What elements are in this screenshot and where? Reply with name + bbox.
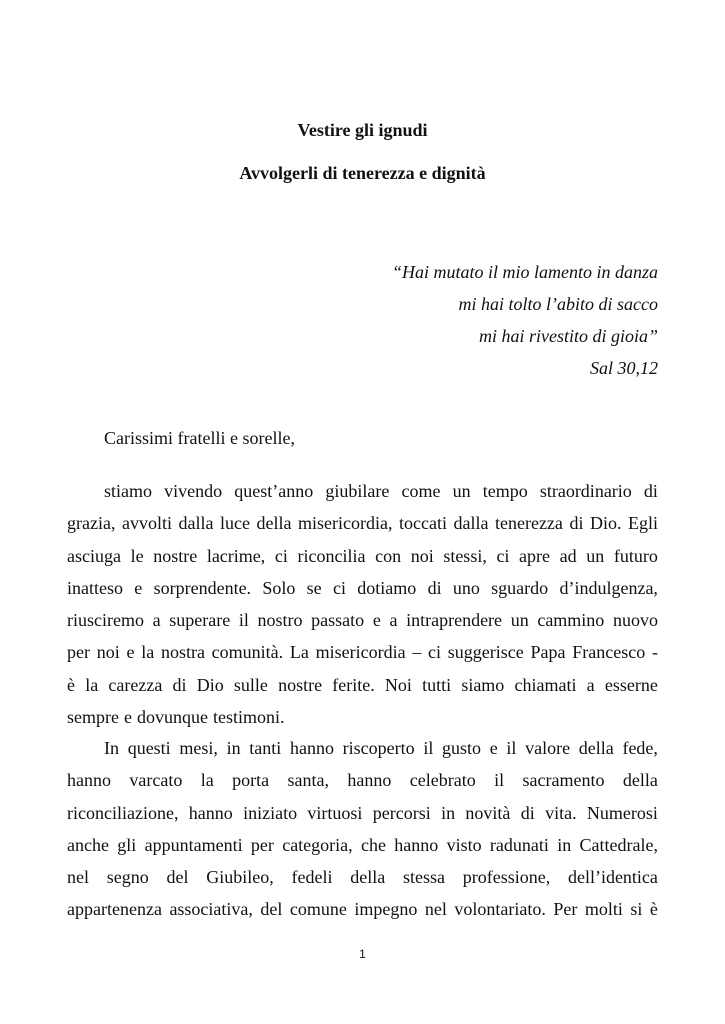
word: cammino xyxy=(537,610,605,631)
text-line xyxy=(67,507,658,539)
word: le xyxy=(130,545,144,566)
epigraph xyxy=(392,256,658,384)
word: passato xyxy=(311,610,365,631)
word: virtuosi xyxy=(307,802,363,823)
word: Numerosi xyxy=(586,802,658,823)
word: ci xyxy=(496,545,510,566)
text-line xyxy=(67,540,658,572)
word: il xyxy=(238,610,249,631)
word: iniziato xyxy=(243,802,298,823)
word: inatteso xyxy=(67,577,123,598)
word: valore xyxy=(525,738,571,758)
word: comunità. xyxy=(211,642,284,663)
text-line xyxy=(67,893,658,925)
word: volontariato. xyxy=(454,899,546,920)
word: a xyxy=(389,610,398,631)
word: hanno xyxy=(394,834,439,855)
word: stiamo xyxy=(104,481,152,501)
text-line xyxy=(67,732,658,764)
word: il xyxy=(423,738,434,758)
word: Egli xyxy=(627,513,658,534)
word: grazia, xyxy=(67,513,116,534)
word: nostre xyxy=(278,674,323,695)
word: segno xyxy=(106,867,149,888)
word: sorprendente. xyxy=(153,577,252,598)
word: testimoni. xyxy=(212,707,285,728)
word: percorsi xyxy=(372,802,431,823)
word: nuovo xyxy=(612,610,658,631)
word: dell’identica xyxy=(567,867,658,888)
word: suggerisce xyxy=(447,642,524,663)
text-line xyxy=(67,829,658,861)
word: un xyxy=(586,545,605,566)
word: dalla xyxy=(178,513,214,534)
word: tanti xyxy=(249,738,282,758)
epigraph-line: “Hai mutato il mio lamento in danza xyxy=(391,262,658,282)
word: appuntamenti xyxy=(144,834,243,855)
word: chiamati xyxy=(514,674,577,695)
word: mesi, xyxy=(179,738,218,758)
word: vita. xyxy=(545,802,577,823)
word: hanno xyxy=(347,770,392,791)
word: riusciremo xyxy=(67,610,144,631)
word: la xyxy=(85,674,99,695)
word: noi xyxy=(96,642,120,663)
word: riconcilia xyxy=(297,545,366,566)
word: uno xyxy=(452,577,480,598)
word: misericordia xyxy=(315,642,406,663)
word: è xyxy=(649,899,658,920)
word: fede, xyxy=(622,738,658,758)
word: riconciliazione, xyxy=(67,802,179,823)
word: nostre xyxy=(153,545,198,566)
text-line xyxy=(67,475,658,507)
word: tutti xyxy=(422,674,452,695)
word: hanno xyxy=(67,770,111,791)
word: in xyxy=(441,802,456,823)
word: futuro xyxy=(613,545,658,566)
word: di xyxy=(172,674,187,695)
word: stessi, xyxy=(443,545,487,566)
word: comune xyxy=(289,899,347,920)
word: celebrato xyxy=(409,770,476,791)
word: e xyxy=(372,610,381,631)
word: Cattedrale, xyxy=(579,834,658,855)
word: ad xyxy=(559,545,577,566)
word: per xyxy=(250,834,274,855)
word: apre xyxy=(519,545,551,566)
text-line xyxy=(67,701,658,733)
word: e xyxy=(123,707,132,728)
word: radunati xyxy=(489,834,549,855)
word: di xyxy=(520,802,535,823)
word: ci xyxy=(332,577,346,598)
word: e xyxy=(489,738,498,758)
word: tenerezza xyxy=(494,513,563,534)
word: del xyxy=(260,899,283,920)
word: della xyxy=(578,738,614,758)
text-line xyxy=(67,636,658,668)
text-line xyxy=(67,764,658,796)
word: asciuga xyxy=(67,545,121,566)
word: visto xyxy=(446,834,482,855)
word: di xyxy=(569,513,584,534)
word: questi xyxy=(127,738,171,758)
word: a xyxy=(586,674,595,695)
epigraph-line: mi hai tolto l’abito di sacco xyxy=(458,294,658,314)
word: siamo xyxy=(461,674,505,695)
word: di xyxy=(427,577,442,598)
word: Giubileo, xyxy=(206,867,274,888)
word: riscoperto xyxy=(342,738,415,758)
word: - xyxy=(651,642,658,663)
page-number: 1 xyxy=(359,947,366,961)
word: ci xyxy=(428,642,442,663)
word: Per xyxy=(553,899,578,920)
word: un xyxy=(510,610,529,631)
word: della xyxy=(622,770,658,791)
word: Solo xyxy=(262,577,296,598)
text-line xyxy=(67,572,658,604)
word: tempo xyxy=(482,481,528,501)
word: giubilare xyxy=(325,481,390,501)
word: un xyxy=(452,481,471,501)
word: hanno xyxy=(289,738,334,758)
word: nostra xyxy=(160,642,205,663)
word: luce xyxy=(220,513,250,534)
word: appartenenza xyxy=(67,899,162,920)
word: il xyxy=(506,738,517,758)
word: anche xyxy=(67,834,109,855)
word: impegno xyxy=(354,899,418,920)
text-line xyxy=(67,604,658,636)
word: straordinario xyxy=(539,481,632,501)
word: molti xyxy=(584,899,623,920)
paragraph xyxy=(67,732,658,926)
word: avvolti xyxy=(121,513,172,534)
word: sacramento xyxy=(522,770,605,791)
word: nel xyxy=(67,867,89,888)
word: e xyxy=(126,642,135,663)
word: In xyxy=(104,738,119,758)
document-subtitle: Avvolgerli di tenerezza e dignità xyxy=(239,163,486,183)
word: dotiamo xyxy=(357,577,417,598)
word: vivendo xyxy=(164,481,223,501)
word: la xyxy=(200,770,214,791)
word: novità xyxy=(465,802,511,823)
word: della xyxy=(256,513,292,534)
word: intraprendere xyxy=(406,610,503,631)
text-line xyxy=(67,861,658,893)
word: ferite. xyxy=(332,674,375,695)
word: si xyxy=(630,899,643,920)
epigraph-citation: Sal 30,12 xyxy=(589,358,658,378)
salutation: Carissimi fratelli e sorelle, xyxy=(104,428,295,448)
word: con xyxy=(375,545,402,566)
word: santa, xyxy=(287,770,329,791)
word: associativa, xyxy=(169,899,253,920)
word: come xyxy=(401,481,441,501)
word: la xyxy=(141,642,155,663)
word: categoria, xyxy=(282,834,353,855)
word: gusto xyxy=(442,738,482,758)
word: il xyxy=(494,770,505,791)
word: d’indulgenza, xyxy=(559,577,658,598)
word: e xyxy=(134,577,143,598)
word: Dio. xyxy=(589,513,622,534)
word: ci xyxy=(274,545,288,566)
epigraph-line: mi hai rivestito di gioia” xyxy=(478,326,658,346)
document-title: Vestire gli ignudi xyxy=(297,120,428,140)
word: di xyxy=(643,481,658,501)
word: del xyxy=(166,867,189,888)
word: superare xyxy=(169,610,231,631)
paragraph xyxy=(67,475,658,733)
word: lacrime, xyxy=(206,545,266,566)
word: nel xyxy=(424,899,447,920)
text-line xyxy=(67,797,658,829)
word: dovunque xyxy=(136,707,208,728)
word: nostro xyxy=(257,610,303,631)
word: a xyxy=(152,610,161,631)
word: che xyxy=(360,834,386,855)
word: toccati xyxy=(398,513,447,534)
word: in xyxy=(557,834,572,855)
word: Dio xyxy=(196,674,224,695)
word: – xyxy=(412,642,422,663)
word: La xyxy=(289,642,309,663)
word: sguardo xyxy=(491,577,549,598)
word: professione, xyxy=(462,867,551,888)
word: porta xyxy=(232,770,270,791)
word: esserne xyxy=(604,674,658,695)
word: Francesco xyxy=(572,642,646,663)
word: è xyxy=(67,674,75,695)
word: dalla xyxy=(453,513,489,534)
word: sempre xyxy=(67,707,119,728)
word: quest’anno xyxy=(234,481,314,501)
word: sulle xyxy=(233,674,268,695)
word: varcato xyxy=(129,770,183,791)
word: misericordia, xyxy=(298,513,393,534)
word: Noi xyxy=(384,674,412,695)
text-line xyxy=(67,669,658,701)
word: della xyxy=(350,867,386,888)
word: carezza xyxy=(108,674,163,695)
word: hanno xyxy=(188,802,233,823)
word: se xyxy=(306,577,322,598)
word: per xyxy=(67,642,90,663)
word: fedeli xyxy=(291,867,333,888)
word: gli xyxy=(117,834,137,855)
word: stessa xyxy=(402,867,445,888)
word: noi xyxy=(410,545,434,566)
word: in xyxy=(226,738,241,758)
word: Papa xyxy=(530,642,566,663)
